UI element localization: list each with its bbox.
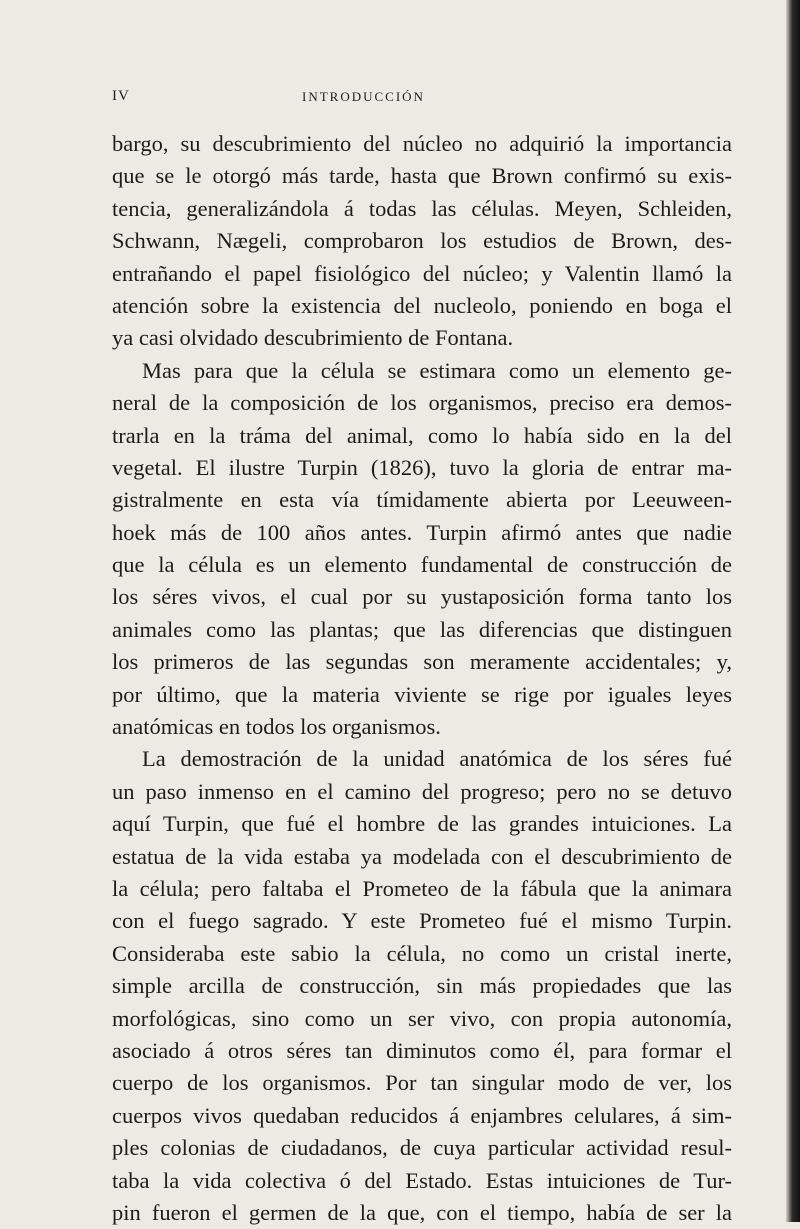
text-line: estatua de la vida estaba ya modelada con el descubrimiento de: [112, 843, 732, 869]
text-line: anatómicas en todos los organismos.: [112, 714, 441, 740]
text-line: trarla en la tráma del animal, como lo había sido en la del: [112, 422, 732, 448]
text-line: ya casi olvidado descubrimiento de Fontana.: [112, 325, 514, 351]
text-line: atención sobre la existencia del nucleolo, poniendo en boga el: [112, 292, 732, 318]
text-line: entrañando el papel fisiológico del núcleo; y Valentin llamó la: [112, 260, 732, 286]
text-line: bargo, su descubrimiento del núcleo no adquirió la importancia: [112, 131, 732, 156]
text-line: morfológicas, sino como un ser vivo, con propia autonomía,: [112, 1005, 732, 1031]
text-line: neral de la composición de los organismos, preciso era demos-: [112, 390, 732, 416]
paragraph: [112, 355, 732, 744]
text-line: Schwann, Nægeli, comprobaron los estudios de Brown, des-: [112, 228, 732, 254]
text-line: un paso inmenso en el camino del progreso; pero no se detuvo: [112, 778, 732, 804]
text-line: con el fuego sagrado. Y este Prometeo fué el mismo Turpin.: [112, 908, 732, 934]
body-text: [112, 128, 732, 1229]
text-line: la célula; pero faltaba el Prometeo de la fábula que la animara: [112, 875, 732, 901]
text-line: que la célula es un elemento fundamental de construcción de: [112, 552, 732, 578]
text-line: que se le otorgó más tarde, hasta que Brown confirmó su exis-: [112, 163, 732, 189]
text-line: asociado á otros séres tan diminutos como él, para formar el: [112, 1037, 732, 1063]
text-line: simple arcilla de construcción, sin más propiedades que las: [112, 973, 732, 999]
text-line: ples colonias de ciudadanos, de cuya particular actividad resul-: [112, 1135, 732, 1161]
running-head: INTRODUCCIÓN: [302, 89, 425, 104]
text-line: los séres vivos, el cual por su yustaposición forma tanto los: [112, 584, 732, 610]
text-line: gistralmente en esta vía tímidamente abierta por Leeuween-: [112, 487, 732, 513]
text-line: aquí Turpin, que fué el hombre de las grandes intuiciones. La: [112, 811, 732, 837]
text-line: pin fueron el germen de la que, con el tiempo, había de ser la: [112, 1199, 732, 1225]
paragraph: [112, 743, 732, 1229]
text-line: por último, que la materia viviente se rige por iguales leyes: [112, 681, 732, 707]
text-line: La demostración de la unidad anatómica de los séres fué: [142, 746, 732, 772]
text-line: tencia, generalizándola á todas las células. Meyen, Schleiden,: [112, 195, 732, 221]
text-line: los primeros de las segundas son meramente accidentales; y,: [112, 649, 732, 675]
paragraph: [112, 128, 732, 355]
text-line: taba la vida colectiva ó del Estado. Estas intuiciones de Tur-: [112, 1167, 732, 1193]
text-line: vegetal. El ilustre Turpin (1826), tuvo la gloria de entrar ma-: [112, 454, 732, 480]
text-line: hoek más de 100 años antes. Turpin afirmó antes que nadie: [112, 519, 732, 545]
page-number: IV: [112, 88, 130, 104]
text-line: animales como las plantas; que las diferencias que distinguen: [112, 616, 732, 642]
text-line: cuerpo de los organismos. Por tan singular modo de ver, los: [112, 1070, 732, 1096]
page-edge-shadow: [786, 0, 800, 1222]
text-line: Consideraba este sabio la célula, no como un cristal inerte,: [112, 940, 732, 966]
page-header: [112, 88, 718, 110]
text-line: cuerpos vivos quedaban reducidos á enjambres celulares, á sim-: [112, 1102, 732, 1128]
text-line: Mas para que la célula se estimara como un elemento ge-: [142, 357, 732, 383]
